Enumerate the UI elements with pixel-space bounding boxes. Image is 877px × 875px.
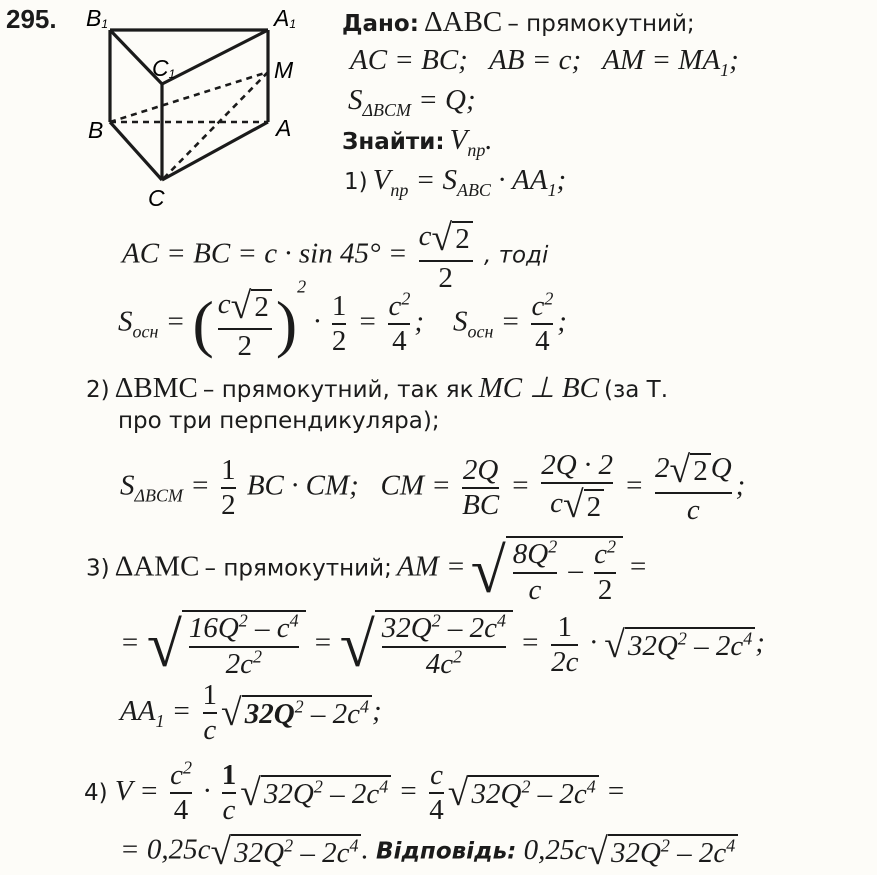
final-line: = 0,25c√ $32Q^2 - 2c^4$ . Відповідь: 0,25c√ $32Q^2 - 2c^4$ <box>120 830 738 874</box>
am-radical: √ $\frac{8Q^2}{c}$ – $\frac{c^2}{2}$ <box>471 534 623 608</box>
given-ab: AB = c; <box>489 44 582 76</box>
given-ac-bc: AC = BC; <box>350 44 468 76</box>
s-bcm-line: $S_{\Delta BCM}$ = $\frac{1}{2}$ BC · CM; CM = $\frac{2Q}{BC}$ = $\frac{2Q \cdot 2}{c√ 2}$ = $\frac{2√ 2 Q}{c}$ ; <box>120 449 746 527</box>
vertex-b: B <box>88 117 104 143</box>
given-triangle: ΔABC <box>424 6 503 38</box>
step4-line: 4) V = $\frac{c^2}{4}$ · $\frac{1}{c}$ √ $32Q^2 - 2c^4$ = $\frac{c}{4}$ √ $32Q^2 - 2c^4$ = <box>84 757 626 827</box>
vertex-c: C <box>148 185 165 211</box>
given-line-2: AC = BC; AB = c; AM = $MA_1$; <box>350 44 739 80</box>
given-right-text: – прямокутний; <box>507 11 695 37</box>
vertex-b1: B1 <box>86 5 109 31</box>
then-text: , тоді <box>483 242 549 269</box>
given-area: $S_{\Delta BCM} = Q$; <box>348 84 476 120</box>
prism-figure <box>80 0 340 215</box>
given-line-1 <box>342 6 695 39</box>
c-sqrt2-over-2: $\frac{c√ 2}{2}$ <box>419 218 473 294</box>
answer-value: 0,25c√ $32Q^2 - 2c^4$ <box>524 834 739 866</box>
find-label: Знайти: <box>342 129 445 155</box>
step1-line: 1) $V_{пр} = S_{ABC} \cdot AA_1$; <box>344 164 567 200</box>
step2-line-1: 2) ΔBMC – прямокутний, так як MC ⊥ BC (за Т. <box>86 372 668 404</box>
problem-number: 295. <box>6 4 57 34</box>
given-label: Дано: <box>342 11 419 37</box>
aa1-line: $AA_1$ = $\frac{1}{c}$ √ $32Q^2 - 2c^4$ ; <box>120 679 382 747</box>
step2-line-2: про три перпендикуляра); <box>118 408 440 434</box>
edge-c1-a1 <box>162 30 268 84</box>
s-base-line: $S_{осн}$ = ( $\frac{c√ 2}{2}$ )$^2$ · $\frac{1}{2}$ = $\frac{c^2}{4}$ ; $S_{осн}$ = $\frac{c^2}{4}$ ; <box>118 276 567 362</box>
edge-c-a <box>162 122 268 180</box>
ac-line <box>122 218 548 294</box>
given-am: AM = MA <box>602 44 721 76</box>
step3-line: 3) ΔAMC – прямокутний; AM = √ $\frac{8Q^2}{c}$ – $\frac{c^2}{2}$ = <box>86 535 648 606</box>
edge-b-c <box>110 122 162 180</box>
vertex-c1: C1 <box>152 55 176 81</box>
vertex-m: M <box>274 57 294 83</box>
ac-equation: AC = BC = c · sin 45° = <box>122 237 408 270</box>
step1-number: 1) <box>344 169 368 195</box>
answer-label: Відповідь: <box>375 838 517 865</box>
vertex-a: A <box>276 115 292 141</box>
find-line: Знайти: $V_{пр}$. <box>342 124 493 160</box>
vertex-a1: A1 <box>274 5 297 31</box>
sqrt-chain-line: = √ $\frac{16Q^2 - c^4}{2c^2}$ = √ $\frac{32Q^2 - 2c^4}{4c^2}$ = $\frac{1}{2c}$ · √ $32Q^2 - 2c^4$ ; <box>120 609 765 680</box>
